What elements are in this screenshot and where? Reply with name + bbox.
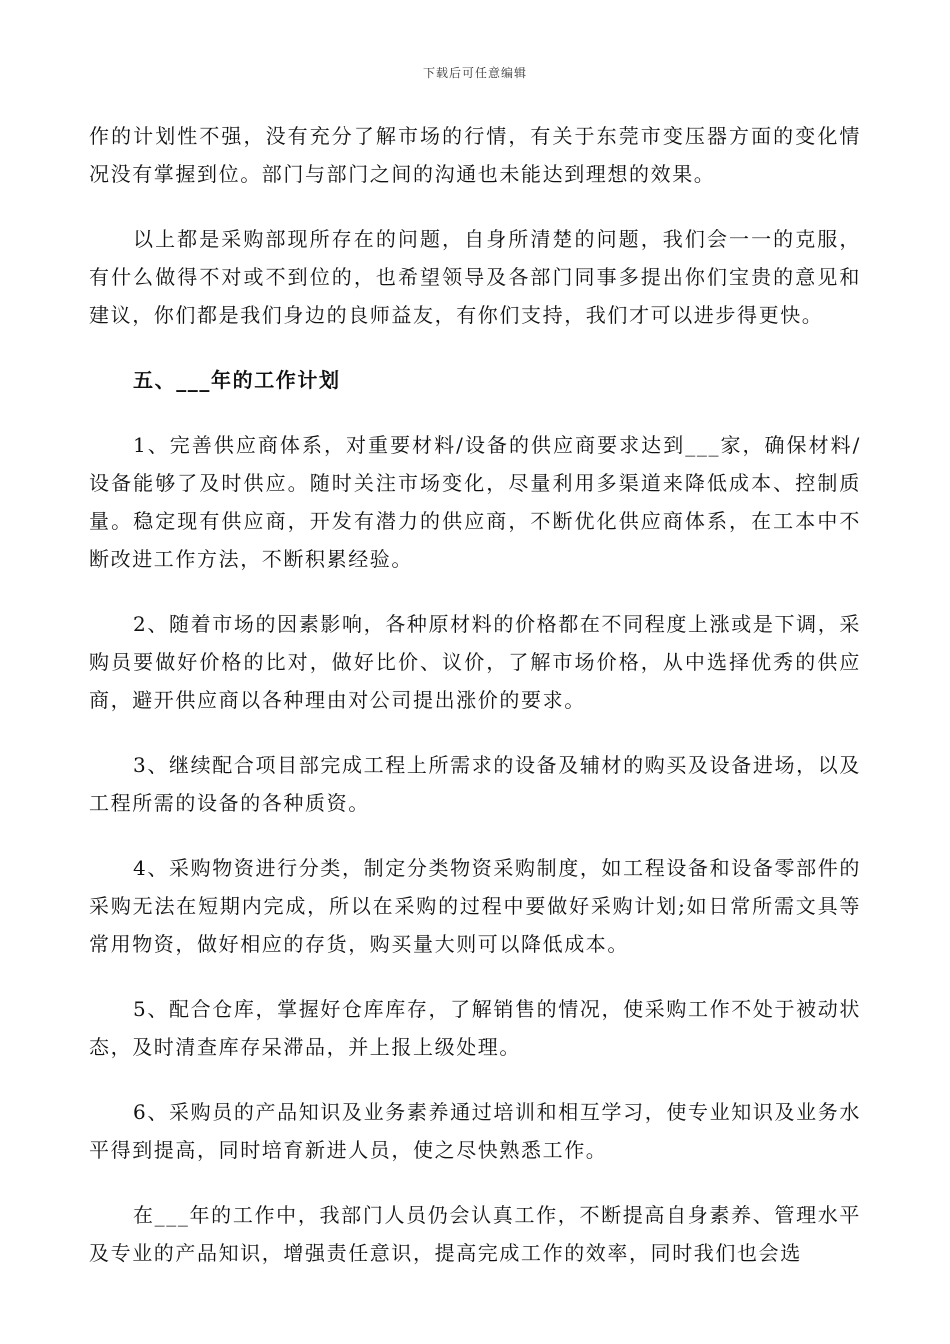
closing-paragraph: 在___年的工作中，我部门人员仍会认真工作，不断提高自身素养、管理水平及专业的产品知识，增强责任意识，提高完成工作的效率，同时我们也会选	[89, 1203, 861, 1265]
section-heading: 五、___年的工作计划	[133, 368, 341, 392]
page-header: 下载后可任意编辑	[422, 66, 527, 80]
plan-item-2: 2、随着市场的因素影响，各种原材料的价格都在不同程度上涨或是下调，采购员要做好价格的比对，做好比价、议价，了解市场价格，从中选择优秀的供应商，避开供应商以各种理由对公司提出涨价的要求。	[89, 612, 861, 712]
plan-item-1: 1、完善供应商体系，对重要材料/设备的供应商要求达到___家，确保材料/设备能够了及时供应。随时关注市场变化，尽量利用多渠道来降低成本、控制质量。稳定现有供应商，开发有潜力的供应商，不断优化供应商体系，在工本中不断改进工作方法，不断积累经验。	[89, 433, 861, 571]
paragraph-problems-summary: 以上都是采购部现所存在的问题，自身所清楚的问题，我们会一一的克服，有什么做得不对或不到位的，也希望领导及各部门同事多提出你们宝贵的意见和建议，你们都是我们身边的良师益友，有你们支持，我们才可以进步得更快。	[89, 227, 861, 327]
plan-item-6: 6、采购员的产品知识及业务素养通过培训和相互学习，使专业知识及业务水平得到提高，同时培育新进人员，使之尽快熟悉工作。	[89, 1100, 861, 1162]
plan-item-3: 3、继续配合项目部完成工程上所需求的设备及辅材的购买及设备进场，以及工程所需的设备的各种质资。	[89, 753, 861, 815]
plan-item-4: 4、采购物资进行分类，制定分类物资采购制度，如工程设备和设备零部件的采购无法在短期内完成，所以在采购的过程中要做好采购计划;如日常所需文具等常用物资，做好相应的存货，购买量大则可以降低成本。	[89, 856, 861, 956]
paragraph-continued: 作的计划性不强，没有充分了解市场的行情，有关于东莞市变压器方面的变化情况没有掌握到位。部门与部门之间的沟通也未能达到理想的效果。	[89, 124, 861, 186]
document-body	[89, 117, 861, 1299]
plan-item-5: 5、配合仓库，掌握好仓库库存，了解销售的情况，使采购工作不处于被动状态，及时清查库存呆滞品，并上报上级处理。	[89, 997, 861, 1059]
